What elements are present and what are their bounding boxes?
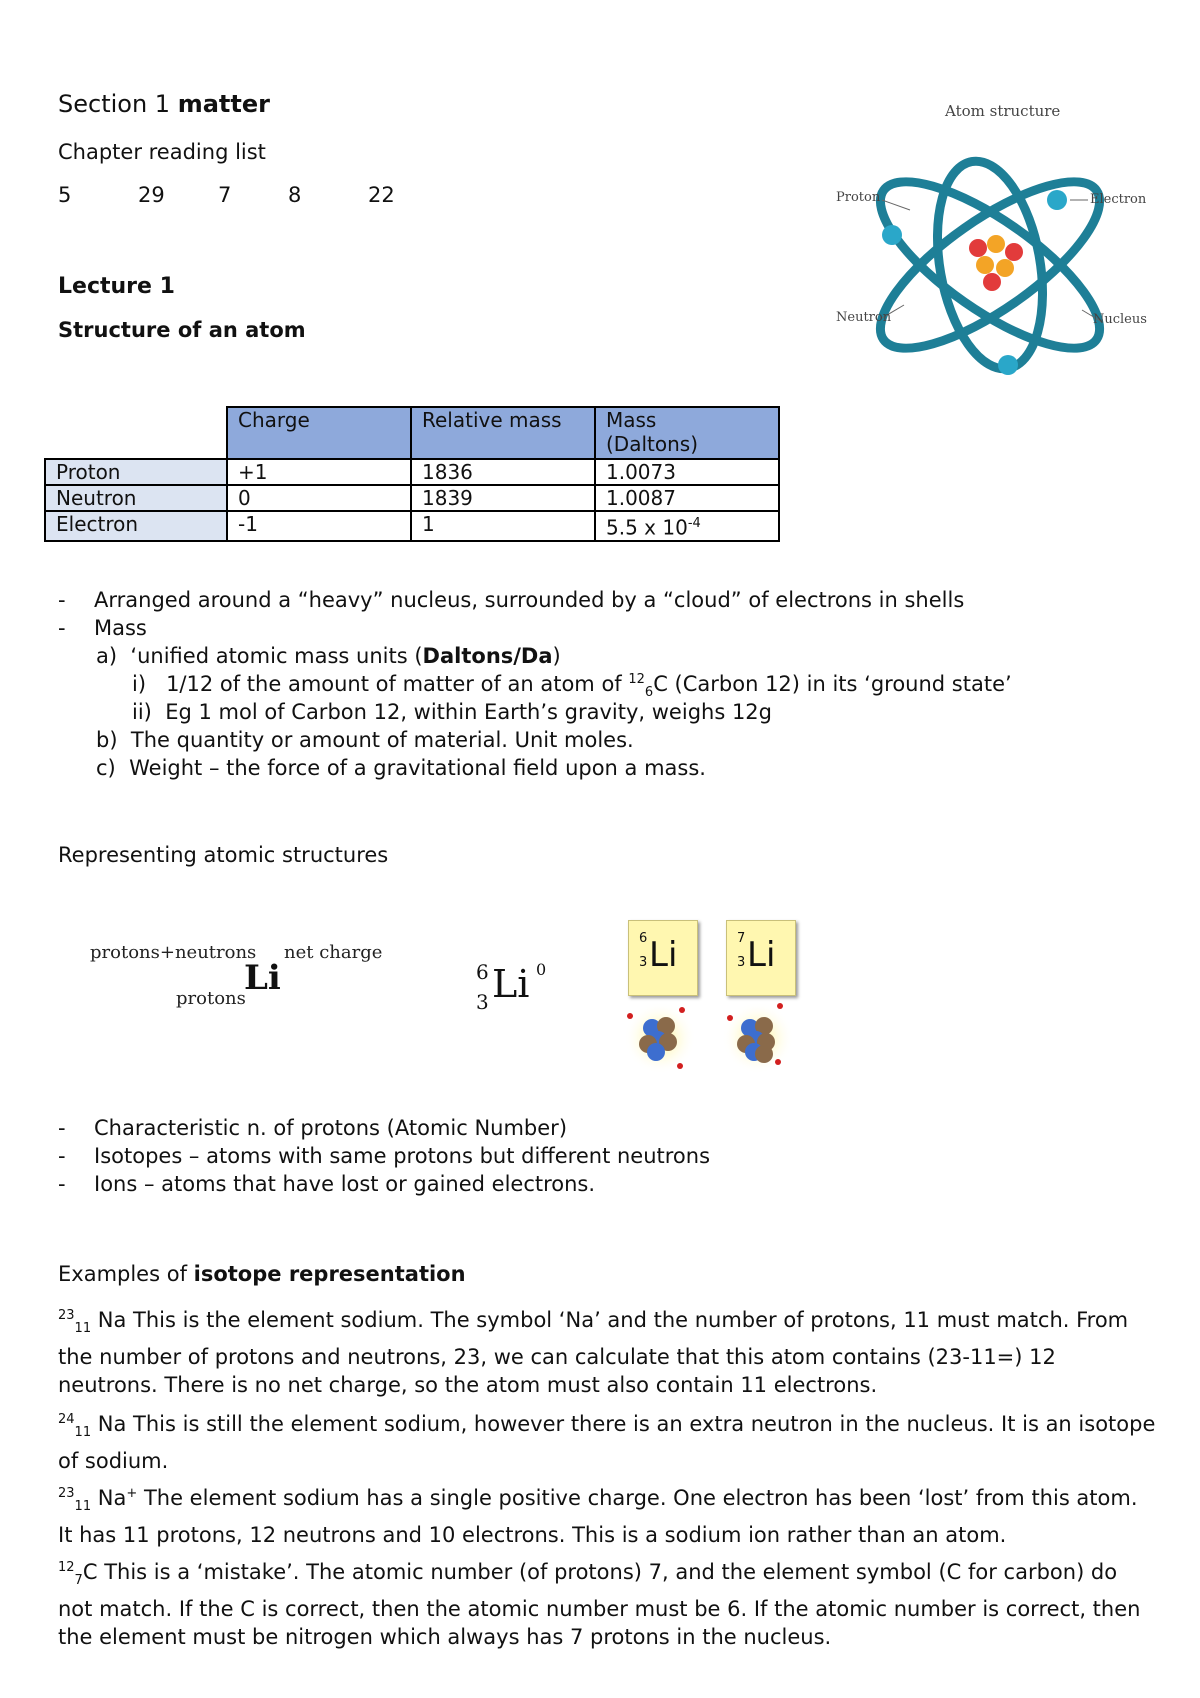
row-label: Electron <box>45 511 227 541</box>
example-charge: 0 <box>536 960 547 979</box>
header-charge: Charge <box>227 407 411 459</box>
example-paragraph: $^{23}_{11}$ Na+ The element sodium has a single positive charge. One electron has been ‘lost’ from this atom. It has 11 protons, 12 neutrons and 10 electrons. This is a sodium ion rather than an atom. <box>58 1486 1138 1548</box>
cell-charge: +1 <box>227 459 411 485</box>
example-symbol: Li <box>492 962 530 1006</box>
cell-charge: -1 <box>227 511 411 541</box>
cell-relative-mass: 1839 <box>411 485 595 511</box>
table-row <box>45 485 779 511</box>
table-row <box>45 511 779 541</box>
neutron-label: Neutron <box>836 310 892 325</box>
notation-net-charge-label: net charge <box>284 942 383 963</box>
examples-heading: Examples of isotope representation <box>58 1262 466 1286</box>
row-label: Neutron <box>45 485 227 511</box>
reading-list-label: Chapter reading list <box>58 140 266 164</box>
row-label: Proton <box>45 459 227 485</box>
section-name: matter <box>177 90 270 118</box>
section-prefix: Section 1 <box>58 90 171 118</box>
header-mass: Mass (Daltons) <box>595 407 779 459</box>
particle-table <box>44 406 780 542</box>
example-paragraph: $^{23}_{11}$ Na This is the element sodium. The symbol ‘Na’ and the number of protons, 11 must match. From the number of protons and neutrons, 23, we can calculate that this atom contains (23-11=) 12 neutrons. There is no net charge, so the atom must also contain 11 electrons. <box>58 1308 1129 1398</box>
lecture-heading: Lecture 1 <box>58 274 175 299</box>
atom-diagram-title: Atom structure <box>945 102 1061 120</box>
proton-label: Proton <box>836 190 881 205</box>
example-mass-number: 6 <box>476 960 489 984</box>
cell-mass: 1.0073 <box>595 459 779 485</box>
table-header-row <box>45 407 779 459</box>
lithium-7-card: 7 3 Li <box>726 920 796 996</box>
atom-illustration <box>830 100 1150 390</box>
list-item: b) The quantity or amount of material. Unit moles. <box>96 728 634 752</box>
list-item: ii) Eg 1 mol of Carbon 12, within Earth’s gravity, weighs 12g <box>132 700 772 724</box>
nucleus-label: Nucleus <box>1093 312 1147 327</box>
chapter-number: 5 <box>58 183 72 207</box>
list-item: a) ‘unified atomic mass units (Daltons/Da) <box>96 644 561 668</box>
notation-pn-label: protons+neutrons <box>90 942 257 963</box>
list-item: i) 1/12 of the amount of matter of an atom of $^{12}_6$C (Carbon 12) in its ‘ground state’ <box>132 672 1012 701</box>
cell-mass: 1.0087 <box>595 485 779 511</box>
cell-relative-mass: 1 <box>411 511 595 541</box>
electron-label: Electron <box>1090 192 1147 207</box>
nucleus-illustrations <box>620 1000 820 1080</box>
cell-mass: 5.5 x $10^{-4}$ <box>595 511 779 541</box>
example-atomic-number: 3 <box>476 990 489 1014</box>
chapter-number: 7 <box>218 183 232 207</box>
reading-list-chapters <box>58 183 395 207</box>
header-relative-mass: Relative mass <box>411 407 595 459</box>
notation-protons-label: protons <box>176 988 246 1009</box>
representing-heading: Representing atomic structures <box>58 843 389 867</box>
example-paragraph: $^{12}_7$C This is a ‘mistake’. The atomic number (of protons) 7, and the element symbol (C for carbon) do not match. If the C is correct, then the atomic number must be 6. If the atomic number is correct, then the element must be nitrogen which always has 7 protons in the nucleus. <box>58 1560 1141 1650</box>
example-paragraph: $^{24}_{11}$ Na This is still the element sodium, however there is an extra neutron in the nucleus. It is an isotope of sodium. <box>58 1412 1156 1474</box>
section-title <box>58 90 270 118</box>
cell-relative-mass: 1836 <box>411 459 595 485</box>
cell-charge: 0 <box>227 485 411 511</box>
atom-diagram <box>830 100 1150 390</box>
notation-symbol: Li <box>244 958 281 998</box>
table-row <box>45 459 779 485</box>
structure-heading: Structure of an atom <box>58 318 306 342</box>
chapter-number: 8 <box>288 183 302 207</box>
list-item: c) Weight – the force of a gravitational field upon a mass. <box>96 756 706 780</box>
chapter-number: 22 <box>368 183 395 207</box>
lithium-6-card: 6 3 Li <box>628 920 698 996</box>
chapter-number: 29 <box>138 183 165 207</box>
